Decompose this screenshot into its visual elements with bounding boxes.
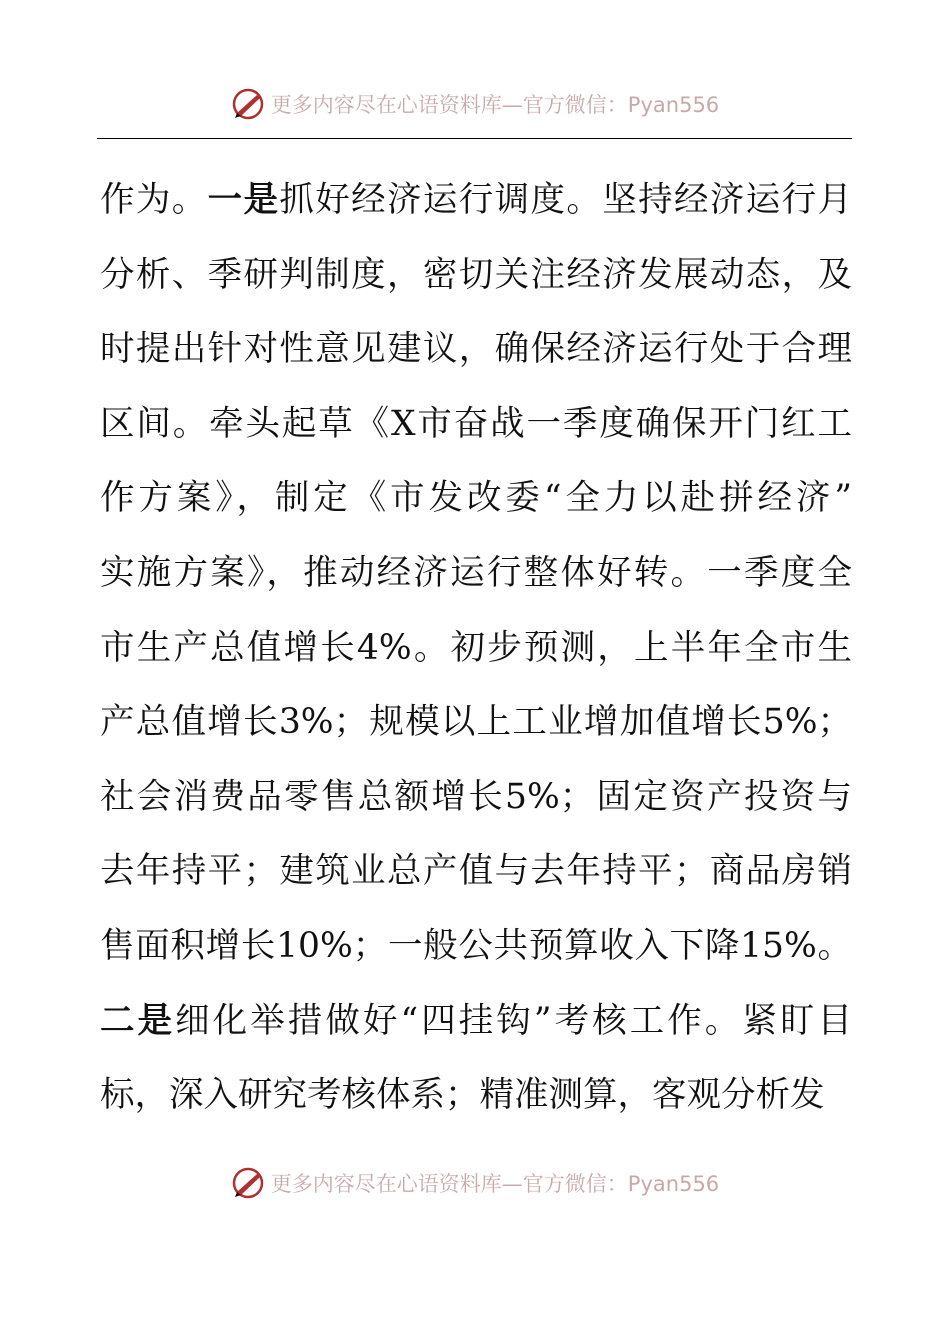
text-line xyxy=(100,760,852,835)
bold-lead-phrase: 一是 xyxy=(207,180,280,220)
text-run: 社会消费品零售总额增长5%；固定资产投资与 xyxy=(100,776,852,817)
text-line xyxy=(100,238,852,313)
text-line xyxy=(100,536,852,611)
text-run: 产总值增长3%；规模以上工业增加值增长5%； xyxy=(100,702,852,743)
text-line xyxy=(100,312,852,387)
header-watermark xyxy=(0,84,950,124)
header-rule xyxy=(97,138,852,139)
text-run: 抓好经济运行调度。坚持经济运行月 xyxy=(279,180,852,220)
text-run: 标，深入研究考核体系；精准测算，客观分析发 xyxy=(100,1075,825,1116)
text-run: 分析、季研判制度，密切关注经济发展动态，及 xyxy=(100,254,852,295)
pen-logo-icon xyxy=(231,87,265,121)
footer-watermark xyxy=(0,1163,950,1203)
text-line xyxy=(100,909,852,984)
text-run: 售面积增长10%；一般公共预算收入下降15%。 xyxy=(100,925,852,966)
text-run: 市生产总值增长4%。初步预测，上半年全市生 xyxy=(100,627,852,668)
document-body xyxy=(100,163,852,1133)
text-line xyxy=(100,163,852,238)
text-line xyxy=(100,984,852,1059)
text-run: 去年持平；建筑业总产值与去年持平；商品房销 xyxy=(100,851,852,892)
text-run: 实施方案》，推动经济运行整体好转。一季度全 xyxy=(100,552,852,593)
text-run: 细化举措做好“四挂钩”考核工作。紧盯目 xyxy=(175,1000,852,1041)
text-line xyxy=(100,611,852,686)
text-line xyxy=(100,387,852,462)
watermark-text: 更多内容尽在心语资料库—官方微信：Pyan556 xyxy=(270,93,720,117)
text-line xyxy=(100,1058,852,1133)
bold-lead-phrase: 二是 xyxy=(100,1000,176,1041)
text-line xyxy=(100,834,852,909)
watermark-text: 更多内容尽在心语资料库—官方微信：Pyan556 xyxy=(270,1172,720,1196)
text-run: 作方案》，制定《市发改委“全力以赴拼经济” xyxy=(100,478,852,519)
text-run: 区间。牵头起草《X市奋战一季度确保开门红工 xyxy=(100,403,852,444)
pen-logo-icon xyxy=(231,1166,265,1200)
text-line xyxy=(100,685,852,760)
text-run: 时提出针对性意见建议，确保经济运行处于合理 xyxy=(100,329,852,370)
text-run: 作为。 xyxy=(100,180,208,220)
text-line xyxy=(100,461,852,536)
